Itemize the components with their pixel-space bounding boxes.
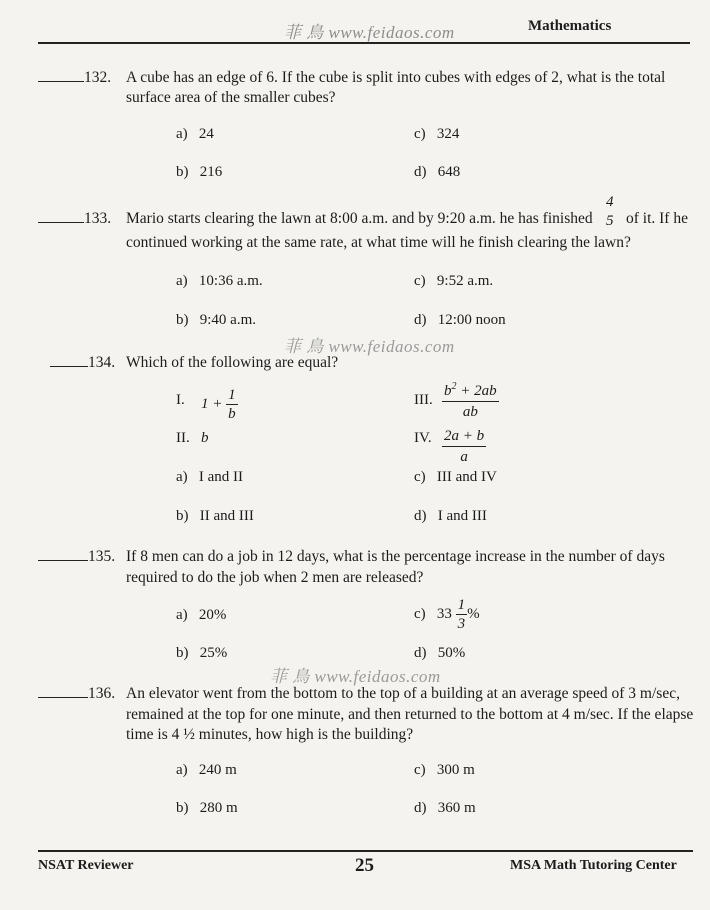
choice-c: c) 300 m bbox=[414, 762, 475, 778]
page-watermark: 菲 鳥 www.feidaos.com bbox=[284, 337, 455, 356]
question-number: 136. bbox=[88, 685, 116, 702]
choice-d: d) 50% bbox=[414, 645, 466, 661]
choice-a: a) 240 m bbox=[176, 762, 237, 778]
question-text: time is 4 ½ minutes, how high is the building? bbox=[126, 726, 414, 743]
expression-ii-label: II. bbox=[176, 430, 190, 446]
expression-iv-label: IV. bbox=[414, 430, 432, 446]
question-text: continued working at the same rate, at what time will he finish clearing the lawn? bbox=[126, 234, 631, 251]
choice-a: a) 24 bbox=[176, 126, 214, 142]
choice-b: b) II and III bbox=[176, 508, 254, 524]
page-number: 25 bbox=[355, 855, 374, 876]
choice-c: c) 9:52 a.m. bbox=[414, 273, 494, 289]
choice-a: a) 20% bbox=[176, 607, 227, 623]
fraction-four-fifths: 4 5 bbox=[606, 194, 614, 229]
expression-i-label: I. bbox=[176, 392, 185, 408]
answer-blank[interactable] bbox=[38, 66, 84, 82]
choice-c: c) 33 $\frac{1}{3}$ % bbox=[414, 597, 480, 632]
choice-b: b) 9:40 a.m. bbox=[176, 312, 256, 328]
expression-iv: $\frac{2a + b}{a}$ bbox=[444, 428, 485, 465]
answer-blank[interactable] bbox=[38, 682, 88, 698]
choice-a: a) I and II bbox=[176, 469, 244, 485]
expression-ii: b bbox=[201, 430, 209, 446]
question-number: 134. bbox=[88, 354, 116, 371]
subject-title: Mathematics bbox=[528, 18, 612, 34]
footer-right: MSA Math Tutoring Center bbox=[510, 858, 677, 873]
question-number: 135. bbox=[88, 548, 116, 565]
choice-d: d) 12:00 noon bbox=[414, 312, 506, 328]
choice-b: b) 216 bbox=[176, 164, 223, 180]
question-text: of it. If he bbox=[626, 210, 688, 227]
question-number: 132. bbox=[84, 69, 112, 86]
expression-iii-label: III. bbox=[414, 392, 433, 408]
question-text: An elevator went from the bottom to the top of a building at an average speed of 3 m/sec, bbox=[126, 685, 680, 702]
expression-i: 1 + $\frac{1}{b}$ bbox=[201, 387, 236, 422]
header-watermark: 菲 鳥 www.feidaos.com bbox=[284, 23, 455, 42]
question-number: 133. bbox=[84, 210, 112, 227]
choice-d: d) I and III bbox=[414, 508, 487, 524]
choice-d: d) 648 bbox=[414, 164, 461, 180]
choice-b: b) 25% bbox=[176, 645, 228, 661]
question-text: If 8 men can do a job in 12 days, what is the percentage increase in the number of days bbox=[126, 548, 665, 565]
question-text: surface area of the smaller cubes? bbox=[126, 89, 336, 106]
choice-d: d) 360 m bbox=[414, 800, 476, 816]
answer-blank[interactable] bbox=[38, 207, 84, 223]
choice-a: a) 10:36 a.m. bbox=[176, 273, 263, 289]
answer-blank[interactable] bbox=[38, 545, 88, 561]
header-rule bbox=[38, 42, 690, 44]
question-text: remained at the top for one minute, and then returned to the bottom at 4 m/sec. If the elapse bbox=[126, 706, 694, 723]
expression-iii: $\frac{b^2 + 2ab}{ab}$ bbox=[444, 381, 497, 420]
choice-b: b) 280 m bbox=[176, 800, 238, 816]
footer-rule bbox=[38, 850, 693, 852]
choice-c: c) III and IV bbox=[414, 469, 497, 485]
choice-c: c) 324 bbox=[414, 126, 460, 142]
question-text: required to do the job when 2 men are released? bbox=[126, 569, 424, 586]
question-text: Mario starts clearing the lawn at 8:00 a.m. and by 9:20 a.m. he has finished bbox=[126, 210, 593, 227]
answer-blank[interactable] bbox=[50, 351, 88, 367]
question-text: Which of the following are equal? bbox=[126, 354, 339, 371]
page-watermark: 菲 鳥 www.feidaos.com bbox=[270, 667, 441, 686]
question-text: A cube has an edge of 6. If the cube is split into cubes with edges of 2, what is the total bbox=[126, 69, 666, 86]
footer-left: NSAT Reviewer bbox=[38, 858, 134, 873]
